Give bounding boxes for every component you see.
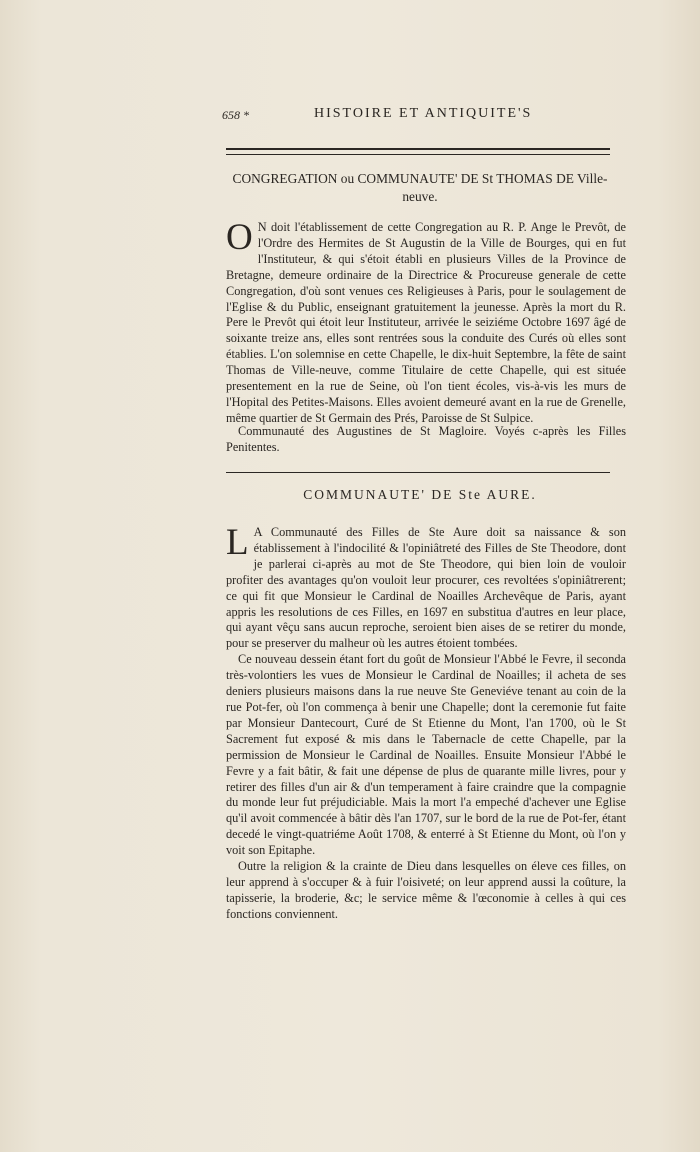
section1-title: CONGREGATION ou COMMUNAUTE' DE St THOMAS DE Ville-neuve. bbox=[232, 171, 608, 204]
section2-body bbox=[226, 522, 626, 923]
section2-dropcap: L bbox=[226, 522, 249, 563]
section1-paragraph-2: Communauté des Augustines de St Magloire. Voyés c-après les Filles Penitentes. bbox=[226, 424, 626, 454]
section1-paragraph-1: N doit l'établissement de cette Congregation au R. P. Ange le Prevôt, de l'Ordre des Hermites de St Augustin de la Ville de Bourges, qui en fut l'Instituteur, & qui s'étoit établi en plusieurs Villes de la Province de Bretagne, demeure ordinaire de la Directrice & Procureuse generale de cette Congregation, d'où sont venues ces Religieuses à Paris, pour le soulagement de l'Eglise & du Public, enseignant gratuitement la jeunesse. Après la mort du R. Pere le Prevôt qui étoit leur Instituteur, arrivée le seiziéme Octobre 1697 âgé de soixante treize ans, elles sont rentrées sous la conduite des Curés où elles sont établies. L'on solemnise en cette Chapelle, le dix-huit Septembre, la fête de saint Thomas de Ville-neuve, comme Titulaire de cette Chapelle, qui est située presentement en la rue de Seine, où l'on tient écoles, vis-à-vis les murs de l'Hopital des Petites-Maisons. Elles avoient demeuré avant en la rue de Grenelle, même quartier de St Germain des Prés, Paroisse de St Sulpice. bbox=[226, 220, 626, 425]
section1-note bbox=[226, 424, 626, 456]
running-title: HISTOIRE ET ANTIQUITE'S bbox=[314, 106, 533, 121]
section2-paragraph-1: A Communauté des Filles de Ste Aure doit sa naissance & son établissement à l'indocilité & l'opiniâtreté des Filles de Ste Theodore, dont je parlerai ci-après au mot de Ste Theodore, qui bien loin de vouloir profiter des avantages qu'on vouloit leur procurer, ces revoltées s'opiniâtrerent; ce qui fit que Monsieur le Cardinal de Noailles Archevêque de Paris, ayant appris les resolutions de ces Filles, en 1697 en substitua d'autres en leur place, qui ayant vêçu sans aucun reproche, seroient bien aises de se retirer du monde, pour se preserver du malheur où les autres étoient tombées. bbox=[226, 525, 626, 651]
page-number: 658 * bbox=[222, 108, 249, 122]
section2-title: COMMUNAUTE' DE Ste AURE. bbox=[303, 487, 537, 502]
section1-body bbox=[226, 217, 626, 427]
section-rule bbox=[226, 472, 610, 473]
section2-paragraph-2: Ce nouveau dessein étant fort du goût de Monsieur l'Abbé le Fevre, il seconda très-volontiers les vues de Monsieur le Cardinal de Noailles; il acheta de ses deniers plusieurs maisons dans la rue neuve Ste Geneviéve tenant au coin de la rue Pot-fer, où l'on commença à benir une Chapelle; dont la ceremonie fut faite par Monsieur Dantecourt, Curé de St Etienne du Mont, l'an 1700, où le St Sacrement fut exposé & mis dans le Tabernacle de cette Chapelle, par la permission de Monsieur le Cardinal de Noailles. Ensuite Monsieur l'Abbé le Fevre y a fait bâtir, & fait une dépense de plus de quarante mille livres, pour y retirer des filles d'un air & d'un temperament à faire craindre que la compagnie du monde leur fut préjudiciable. Mais la mort l'a empeché d'achever une Eglise qu'il avoit commencée à bâtir dès l'an 1707, sur le bord de la rue de Pot-fer, étant decedé le vingt-quatriéme Août 1708, & enterré à St Etienne du Mont, où l'on y voit son Epitaphe. bbox=[226, 652, 626, 858]
running-head bbox=[222, 106, 612, 128]
section2-paragraph-3: Outre la religion & la crainte de Dieu dans lesquelles on éleve ces filles, on leur apprend à s'occuper & à fuir l'oisiveté; on leur apprend aussi la coûture, la tapisserie, la broderie, &c; le service même & l'œconomie à celles à qui ces fonctions conviennent. bbox=[226, 859, 626, 921]
section1-dropcap: O bbox=[226, 217, 253, 258]
header-rule bbox=[226, 148, 610, 155]
